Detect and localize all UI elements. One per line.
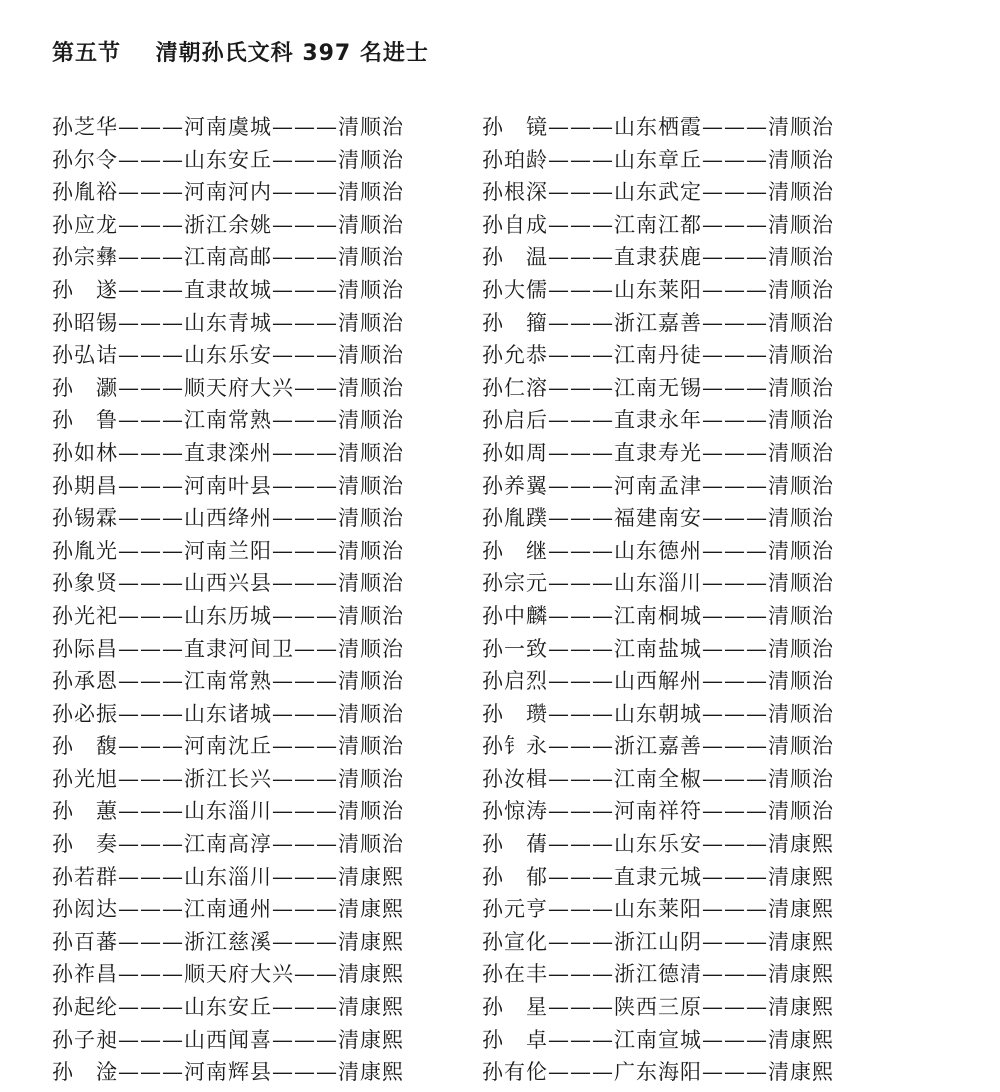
list-item: 孙际昌———直隶河间卫——清顺治 — [52, 636, 404, 661]
list-item: 孙 奏———江南高淳———清顺治 — [52, 832, 404, 857]
list-item: 孙胤光———河南兰阳———清顺治 — [52, 538, 404, 563]
list-item: 孙 卓———江南宣城———清康熙 — [482, 1027, 834, 1052]
list-item: 孙应龙———浙江余姚———清顺治 — [52, 212, 404, 237]
list-item: 孙光旭———浙江长兴———清顺治 — [52, 766, 404, 791]
list-item: 孙大儒———山东莱阳———清顺治 — [482, 277, 834, 302]
right-column — [482, 111, 902, 1089]
section-title: 清朝孙氏文科 397 名进士 — [155, 41, 429, 66]
list-item: 孙根深———山东武定———清顺治 — [482, 180, 834, 205]
list-item: 孙祚昌———顺天府大兴——清康熙 — [52, 962, 404, 987]
left-column — [52, 111, 472, 1089]
list-item: 孙 蕙———山东淄川———清顺治 — [52, 799, 404, 824]
list-item: 孙中麟———江南桐城———清顺治 — [482, 603, 834, 628]
list-item: 孙 瓒———山东朝城———清顺治 — [482, 701, 834, 726]
list-item: 孙元亨———山东莱阳———清康熙 — [482, 897, 834, 922]
list-item: 孙启后———直隶永年———清顺治 — [482, 408, 834, 433]
list-item: 孙期昌———河南叶县———清顺治 — [52, 473, 404, 498]
list-item: 孙锡霖———山西绛州———清顺治 — [52, 506, 404, 531]
list-item: 孙宗元———山东淄川———清顺治 — [482, 571, 834, 596]
list-item: 孙自成———江南江都———清顺治 — [482, 212, 834, 237]
list-item: 孙承恩———江南常熟———清顺治 — [52, 669, 404, 694]
list-item: 孙昭锡———山东青城———清顺治 — [52, 310, 404, 335]
list-item: 孙宗彝———江南高邮———清顺治 — [52, 245, 404, 270]
list-item: 孙 馥———河南沈丘———清顺治 — [52, 734, 404, 759]
list-item: 孙汝楫———江南全椒———清顺治 — [482, 766, 834, 791]
list-item: 孙光祀———山东历城———清顺治 — [52, 603, 404, 628]
list-item: 孙闳达———江南通州———清康熙 — [52, 897, 404, 922]
list-item: 孙 郁———直隶元城———清康熙 — [482, 864, 834, 889]
list-item: 孙象贤———山西兴县———清顺治 — [52, 571, 404, 596]
list-item: 孙养翼———河南孟津———清顺治 — [482, 473, 834, 498]
list-item: 孙若群———山东淄川———清康熙 — [52, 864, 404, 889]
list-item: 孙珀龄———山东章丘———清顺治 — [482, 147, 834, 172]
list-item: 孙宣化———浙江山阴———清康熙 — [482, 929, 834, 954]
list-item: 孙如林———直隶滦州———清顺治 — [52, 440, 404, 465]
list-item: 孙芝华———河南虞城———清顺治 — [52, 115, 404, 139]
list-item: 孙 继———山东德州———清顺治 — [482, 538, 834, 563]
list-item: 孙 温———直隶获鹿———清顺治 — [482, 245, 834, 270]
section-heading — [52, 36, 429, 67]
list-item: 孙胤裕———河南河内———清顺治 — [52, 180, 404, 205]
list-item: 孙有伦———广东海阳———清康熙 — [482, 1060, 834, 1085]
list-item: 孙如周———直隶寿光———清顺治 — [482, 440, 834, 465]
list-item: 孙 灏———顺天府大兴——清顺治 — [52, 375, 404, 400]
list-item: 孙惊涛———河南祥符———清顺治 — [482, 799, 834, 824]
list-item: 孙胤蹼———福建南安———清顺治 — [482, 506, 834, 531]
list-item: 孙 镜———山东栖霞———清顺治 — [482, 115, 834, 139]
list-item: 孙 遂———直隶故城———清顺治 — [52, 277, 404, 302]
list-item: 孙 星———陕西三原———清康熙 — [482, 995, 834, 1020]
list-item: 孙启烈———山西解州———清顺治 — [482, 669, 834, 694]
list-item: 孙必振———山东诸城———清顺治 — [52, 701, 404, 726]
list-item: 孙 淦———河南辉县———清康熙 — [52, 1060, 404, 1085]
list-item: 孙在丰———浙江德清———清康熙 — [482, 962, 834, 987]
list-item: 孙仁溶———江南无锡———清顺治 — [482, 375, 834, 400]
list-item: 孙起纶———山东安丘———清康熙 — [52, 995, 404, 1020]
list-item: 孙 鲁———江南常熟———清顺治 — [52, 408, 404, 433]
list-item: 孙一致———江南盐城———清顺治 — [482, 636, 834, 661]
list-item: 孙 蒨———山东乐安———清康熙 — [482, 832, 834, 857]
list-item: 孙弘诘———山东乐安———清顺治 — [52, 343, 404, 368]
list-item: 孙允恭———江南丹徒———清顺治 — [482, 343, 834, 368]
section-label: 第五节 — [52, 41, 122, 66]
list-item: 孙百蕃———浙江慈溪———清康熙 — [52, 929, 404, 954]
list-item: 孙尔令———山东安丘———清顺治 — [52, 147, 404, 172]
list-item: 孙子昶———山西闻喜———清康熙 — [52, 1027, 404, 1052]
list-item: 孙钅永———浙江嘉善———清顺治 — [482, 734, 834, 759]
list-item: 孙 籀———浙江嘉善———清顺治 — [482, 310, 834, 335]
